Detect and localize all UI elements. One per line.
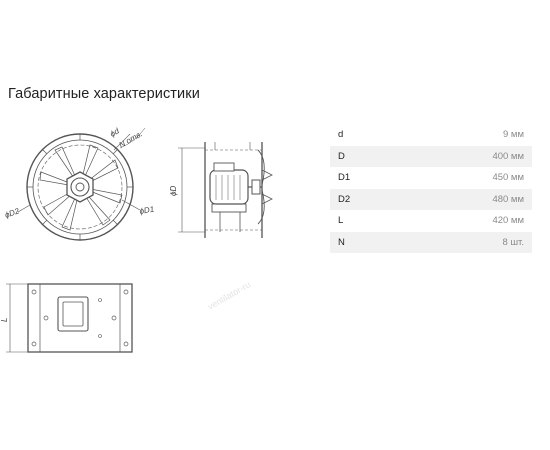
- spec-value: 8 шт.: [502, 236, 524, 248]
- spec-value: 420 мм: [492, 215, 524, 227]
- spec-row-l: [330, 210, 532, 232]
- spec-name: L: [338, 215, 344, 227]
- front-label-d2: ϕD2: [3, 206, 21, 220]
- spec-name: D2: [338, 193, 351, 205]
- spec-value: 9 мм: [503, 129, 524, 141]
- spec-name: D1: [338, 172, 351, 184]
- spec-value: 450 мм: [492, 172, 524, 184]
- spec-row-d-outer: [330, 146, 532, 168]
- watermark: ventilator-ru: [206, 279, 253, 312]
- page-title: Габаритные характеристики: [8, 86, 200, 102]
- spec-value: 480 мм: [492, 193, 524, 205]
- spec-value: 400 мм: [492, 150, 524, 162]
- bottom-view: [6, 284, 132, 352]
- front-label-d1: ϕD1: [138, 204, 155, 216]
- bottom-label-l: L: [0, 317, 9, 322]
- spec-row-n: [330, 232, 532, 254]
- side-label-d: ϕD: [169, 185, 178, 196]
- spec-row-d1: [330, 167, 532, 189]
- spec-name: D: [338, 150, 345, 162]
- spec-name: N: [338, 236, 345, 248]
- spec-table: [330, 124, 532, 253]
- front-label-d: ϕd: [108, 126, 121, 139]
- spec-name: d: [338, 129, 344, 141]
- side-view: [178, 142, 272, 238]
- spec-row-d: [330, 124, 532, 146]
- front-label-n-holes: N отв.: [117, 129, 145, 150]
- spec-row-d2: [330, 189, 532, 211]
